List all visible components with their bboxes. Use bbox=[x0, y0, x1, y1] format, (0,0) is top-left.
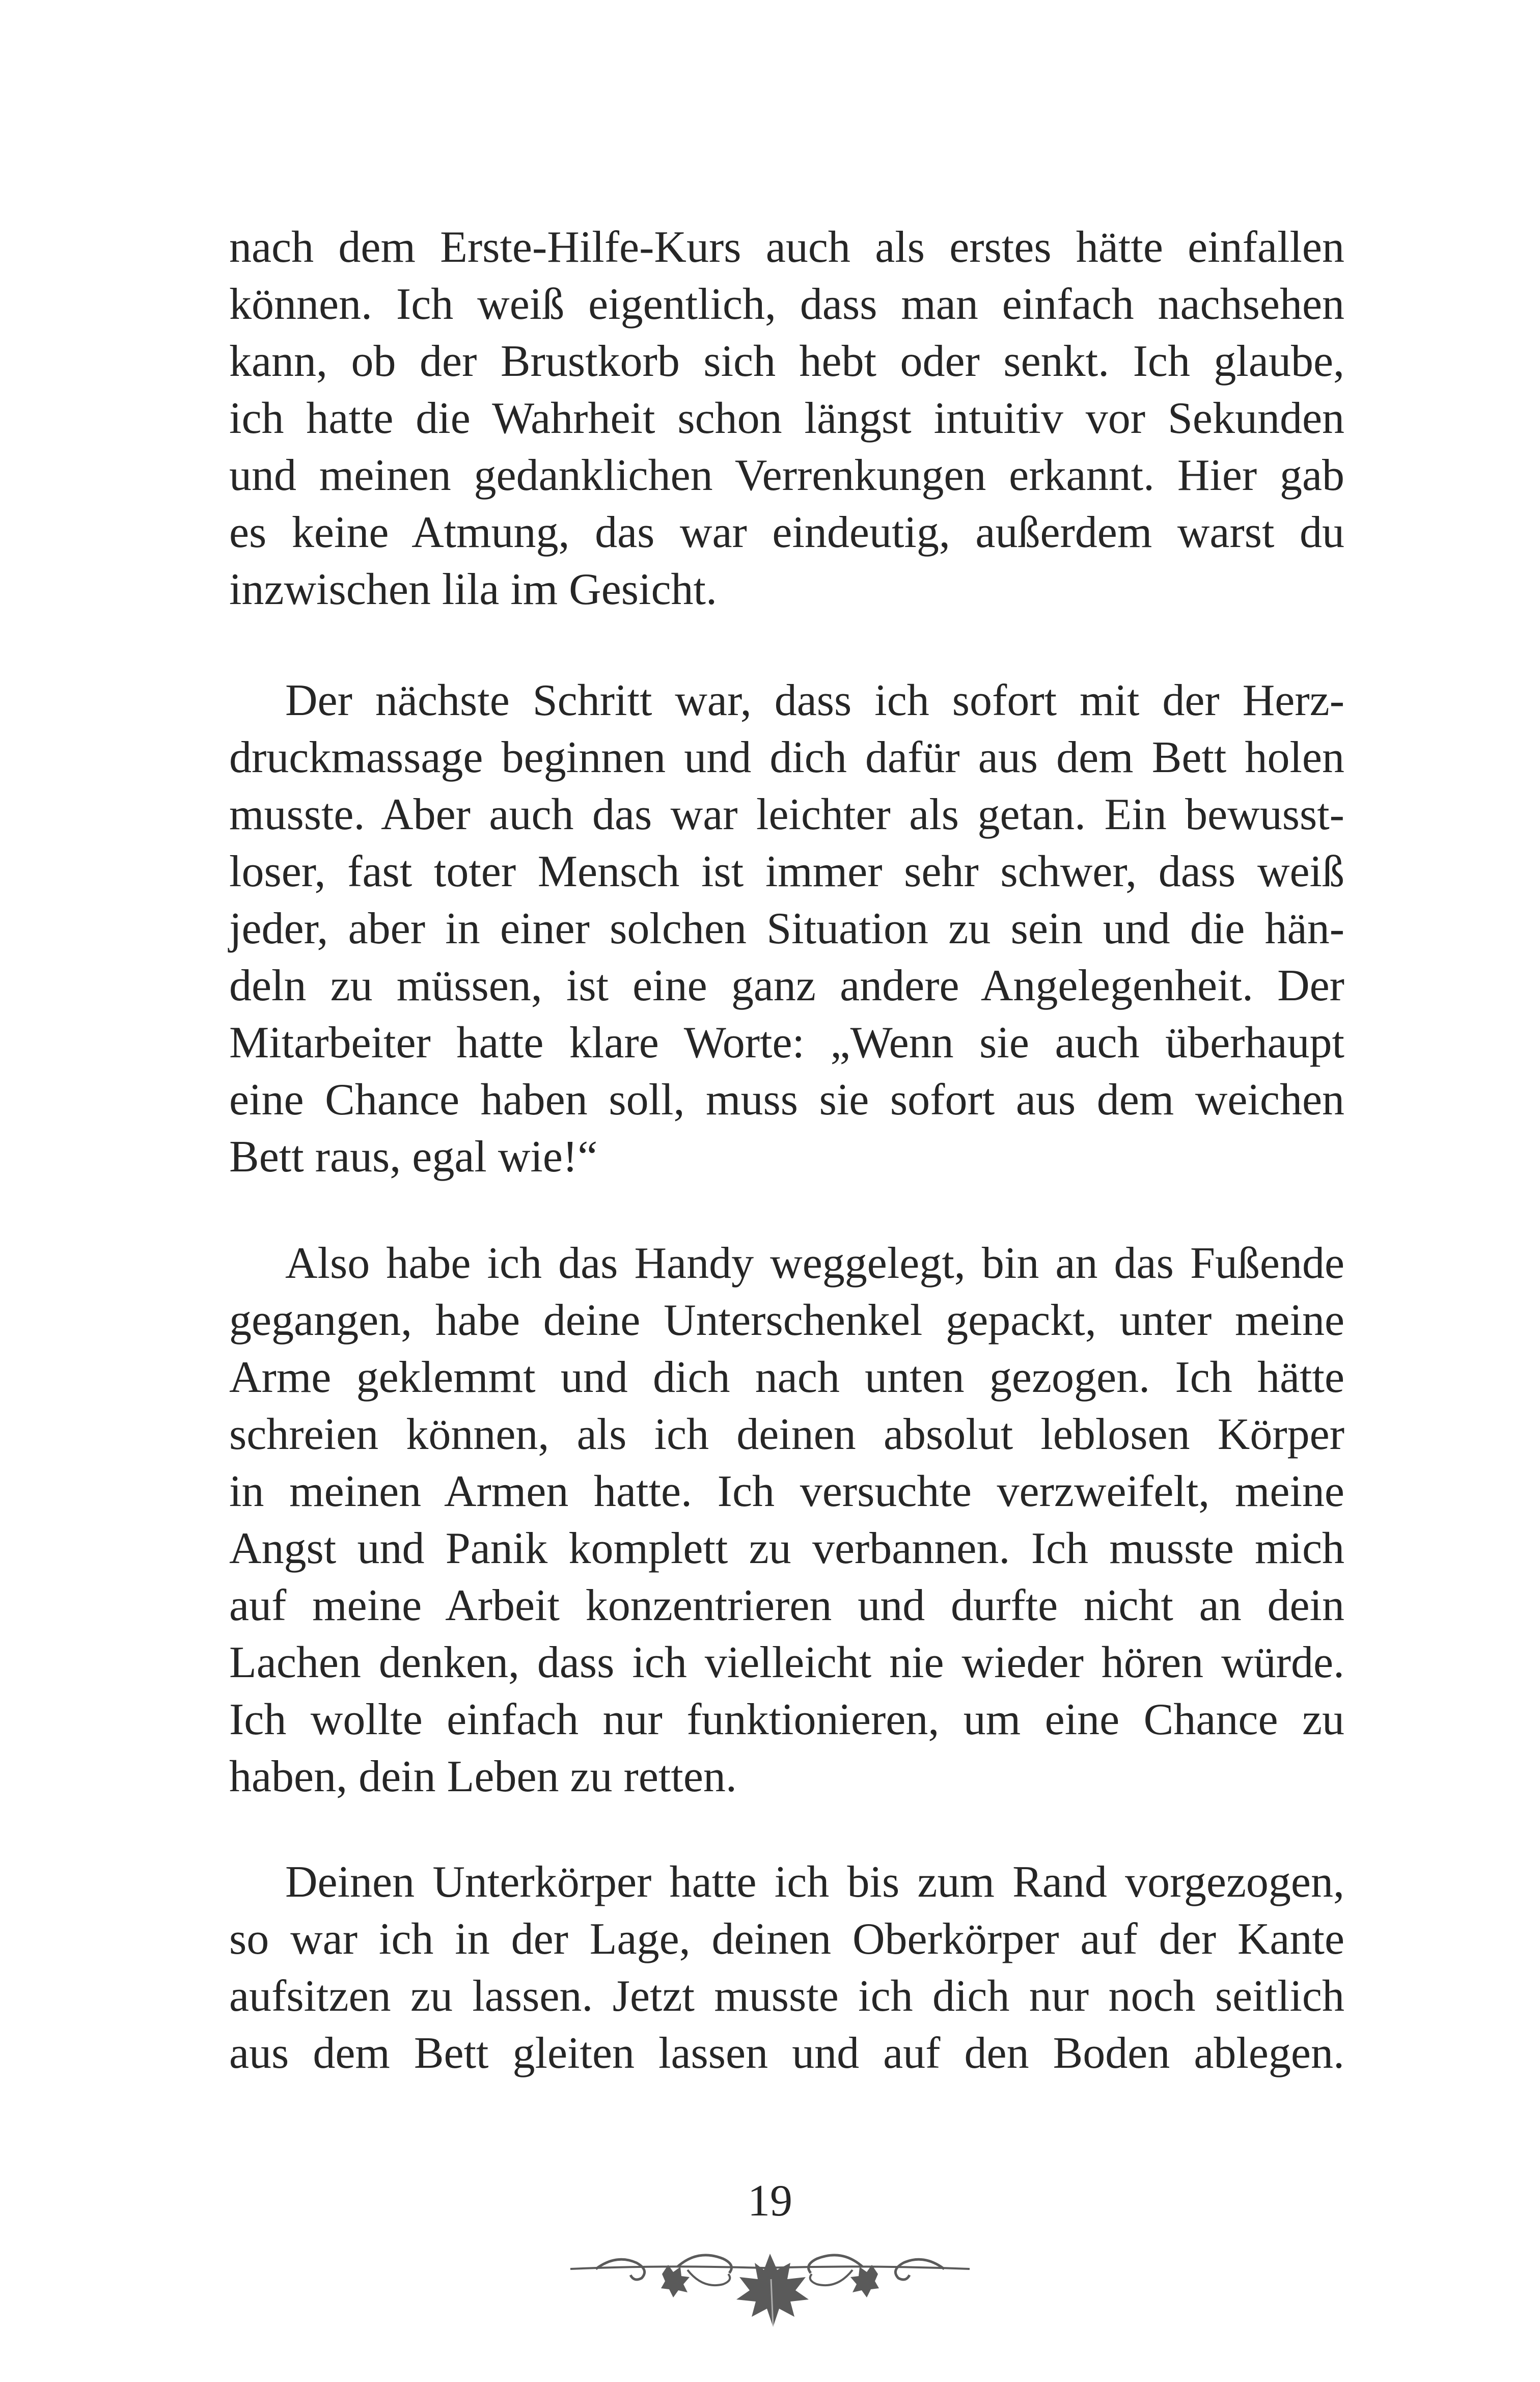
text-line: kann, ob der Brustkorb sich hebt oder senkt. Ich glaube, bbox=[229, 337, 1344, 386]
text-line: ich hatte die Wahrheit schon längst intuitiv vor Sekunden bbox=[229, 394, 1344, 443]
text-line: aufsitzen zu lassen. Jetzt musste ich dich nur noch seitlich bbox=[229, 1972, 1344, 2021]
text-line: Lachen denken, dass ich vielleicht nie wieder hören würde. bbox=[229, 1638, 1344, 1687]
text-line: Angst und Panik komplett zu verbannen. Ich musste mich bbox=[229, 1524, 1344, 1573]
text-line: nach dem Erste-Hilfe-Kurs auch als erstes hätte einfallen bbox=[229, 223, 1344, 272]
text-line: jeder, aber in einer solchen Situation zu sein und die hän- bbox=[229, 904, 1344, 953]
text-line: aus dem Bett gleiten lassen und auf den Boden ablegen. bbox=[229, 2029, 1344, 2078]
text-line: inzwischen lila im Gesicht. bbox=[229, 565, 717, 614]
text-line: schreien können, als ich deinen absolut leblosen Körper bbox=[229, 1410, 1344, 1459]
text-line: musste. Aber auch das war leichter als getan. Ein bewusst- bbox=[229, 790, 1344, 839]
paragraph-4 bbox=[229, 1854, 1344, 2082]
text-line: druckmassage beginnen und dich dafür aus dem Bett holen bbox=[229, 733, 1344, 782]
text-line: loser, fast toter Mensch ist immer sehr schwer, dass weiß bbox=[229, 847, 1344, 896]
text-line: in meinen Armen hatte. Ich versuchte verzweifelt, meine bbox=[229, 1467, 1344, 1516]
text-line: Bett raus, egal wie!“ bbox=[229, 1132, 598, 1182]
text-line: Also habe ich das Handy weggelegt, bin an das Fußende bbox=[285, 1239, 1344, 1288]
paragraph-3 bbox=[229, 1235, 1344, 1805]
text-line: Mitarbeiter hatte klare Worte: „Wenn sie auch überhaupt bbox=[229, 1018, 1344, 1067]
text-line: Der nächste Schritt war, dass ich sofort mit der Herz- bbox=[285, 676, 1344, 725]
paragraph-2 bbox=[229, 672, 1344, 1186]
text-line: haben, dein Leben zu retten. bbox=[229, 1752, 737, 1801]
text-line: können. Ich weiß eigentlich, dass man einfach nachsehen bbox=[229, 280, 1344, 329]
text-line: Deinen Unterkörper hatte ich bis zum Rand vorgezogen, bbox=[285, 1857, 1344, 1907]
text-line: auf meine Arbeit konzentrieren und durfte nicht an dein bbox=[229, 1581, 1344, 1630]
paragraph-1 bbox=[229, 219, 1344, 618]
text-line: gegangen, habe deine Unterschenkel gepackt, unter meine bbox=[229, 1296, 1344, 1345]
text-line: und meinen gedanklichen Verrenkungen erkannt. Hier gab bbox=[229, 451, 1344, 500]
page-number: 19 bbox=[748, 2176, 792, 2226]
text-line: Ich wollte einfach nur funktionieren, um eine Chance zu bbox=[229, 1695, 1344, 1744]
text-line: so war ich in der Lage, deinen Oberkörper auf der Kante bbox=[229, 1914, 1344, 1964]
text-line: Arme geklemmt und dich nach unten gezogen. Ich hätte bbox=[229, 1353, 1344, 1402]
text-line: es keine Atmung, das war eindeutig, außerdem warst du bbox=[229, 508, 1344, 557]
text-line: deln zu müssen, ist eine ganz andere Angelegenheit. Der bbox=[229, 961, 1344, 1010]
text-line: eine Chance haben soll, muss sie sofort aus dem weichen bbox=[229, 1075, 1344, 1125]
leaf-vine-ornament-icon bbox=[560, 2233, 980, 2335]
